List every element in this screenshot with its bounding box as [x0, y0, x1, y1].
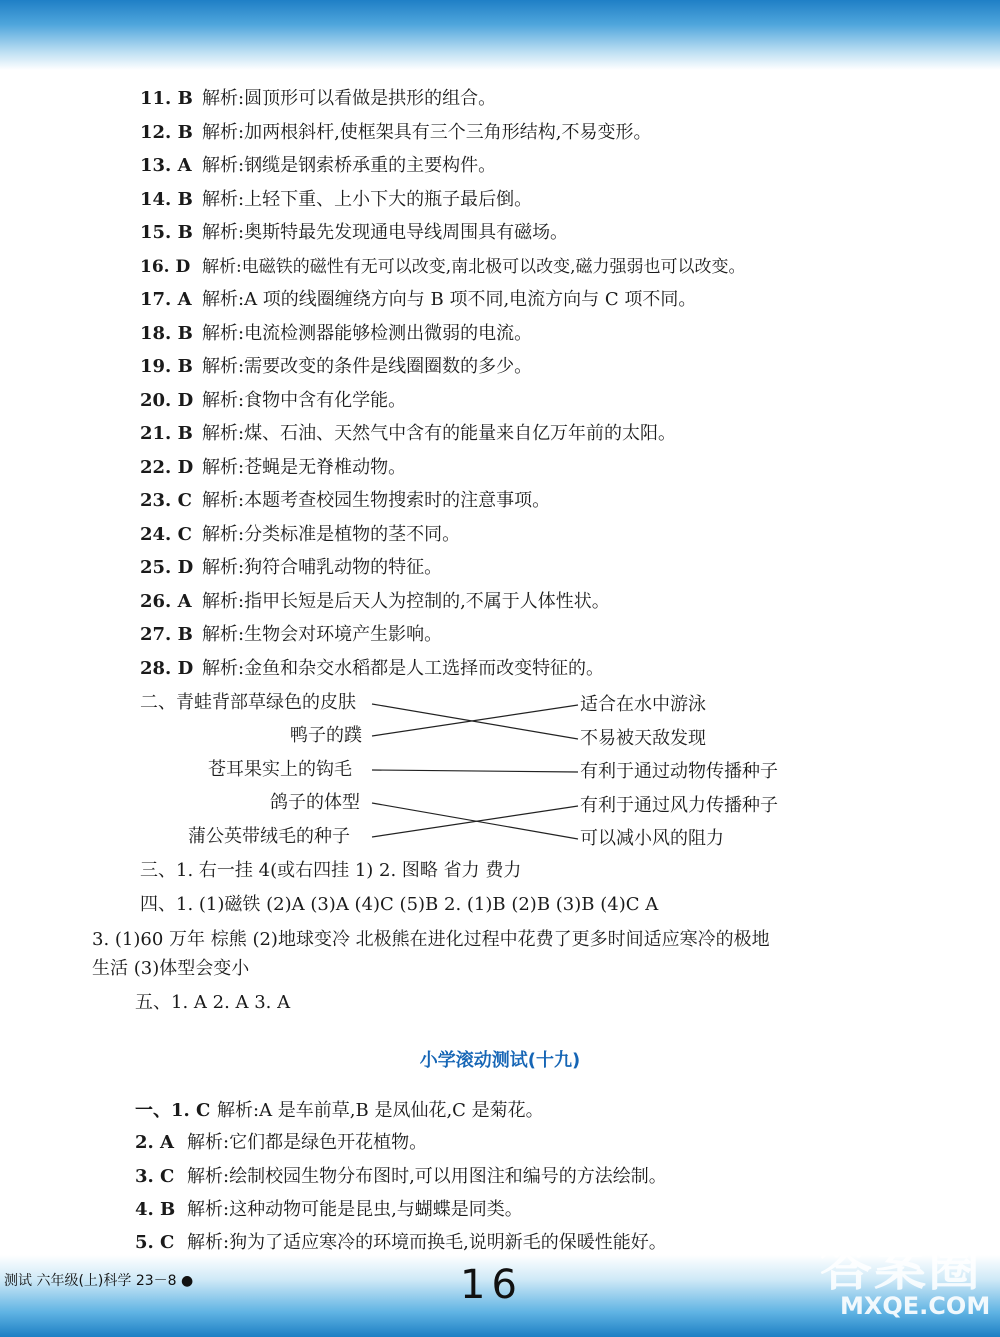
- match-left-1: 二、青蛙背部草绿色的皮肤: [140, 692, 356, 713]
- section-5-answers: 五、1. A 2. A 3. A: [135, 992, 291, 1013]
- match-line: [372, 704, 578, 739]
- match-left-2: 鸭子的蹼: [290, 725, 362, 746]
- match-right-1: 适合在水中游泳: [580, 694, 706, 715]
- answer-item: 27. B 解析:生物会对环境产生影响。: [140, 624, 443, 645]
- answer-item: 12. B 解析:加两根斜杆,使框架具有三个三角形结构,不易变形。: [140, 122, 652, 143]
- section-4-line-1: 四、1. (1)磁铁 (2)A (3)A (4)C (5)B 2. (1)B (2)B (3)B (4)C A: [140, 894, 659, 915]
- answer-item: 19. B 解析:需要改变的条件是线圈圈数的多少。: [140, 356, 533, 377]
- answer-item: 26. A 解析:指甲长短是后天人为控制的,不属于人体性状。: [140, 591, 610, 612]
- answer-item: 21. B 解析:煤、石油、天然气中含有的能量来自亿万年前的太阳。: [140, 423, 677, 444]
- match-right-2: 不易被天敌发现: [580, 728, 706, 749]
- match-right-5: 可以减小风的阻力: [580, 828, 724, 849]
- match-line: [372, 803, 578, 839]
- page-footer: 测试 六年级(上)科学 23－8 ●: [4, 1273, 194, 1289]
- answer-item: 4. B 解析:这种动物可能是昆虫,与蝴蝶是同类。: [135, 1199, 523, 1220]
- answer-item: 24. C 解析:分类标准是植物的茎不同。: [140, 524, 461, 545]
- answer-item: 23. C 解析:本题考查校园生物搜索时的注意事项。: [140, 490, 551, 511]
- answer-item: 16. D 解析:电磁铁的磁性有无可以改变,南北极可以改变,磁力强弱也可以改变。: [140, 257, 746, 277]
- answer-item: 17. A 解析:A 项的线圈缠绕方向与 B 项不同,电流方向与 C 项不同。: [140, 289, 697, 310]
- handwritten-page-number: 16: [460, 1262, 523, 1308]
- answer-item: 一、1. C 解析:A 是车前草,B 是凤仙花,C 是菊花。: [135, 1100, 544, 1121]
- match-line: [372, 770, 578, 772]
- match-right-4: 有利于通过风力传播种子: [580, 795, 778, 816]
- match-right-3: 有利于通过动物传播种子: [580, 761, 778, 782]
- answer-item: 22. D 解析:苍蝇是无脊椎动物。: [140, 457, 407, 478]
- match-left-3: 苍耳果实上的钩毛: [208, 759, 352, 780]
- answer-item: 5. C 解析:狗为了适应寒冷的环境而换毛,说明新毛的保暖性能好。: [135, 1232, 667, 1253]
- answer-item: 14. B 解析:上轻下重、上小下大的瓶子最后倒。: [140, 189, 533, 210]
- watermark-url: MXQE.COM: [840, 1292, 991, 1320]
- match-line: [372, 705, 578, 736]
- section-4-line-2: 3. (1)60 万年 棕熊 (2)地球变冷 北极熊在进化过程中花费了更多时间适应寒冷的极地: [92, 929, 770, 950]
- top-decorative-band: [0, 0, 1000, 70]
- answer-item: 18. B 解析:电流检测器能够检测出微弱的电流。: [140, 323, 533, 344]
- answer-item: 25. D 解析:狗符合哺乳动物的特征。: [140, 557, 443, 578]
- answer-item: 28. D 解析:金鱼和杂交水稻都是人工选择而改变特征的。: [140, 658, 605, 679]
- answer-item: 3. C 解析:绘制校园生物分布图时,可以用图注和编号的方法绘制。: [135, 1166, 667, 1187]
- section-4-line-3: 生活 (3)体型会变小: [92, 958, 250, 979]
- watermark-logo: 答案圈: [820, 1238, 983, 1298]
- answer-item: 15. B 解析:奥斯特最先发现通电导线周围具有磁场。: [140, 222, 569, 243]
- answer-item: 2. A 解析:它们都是绿色开花植物。: [135, 1132, 428, 1153]
- answer-item: 20. D 解析:食物中含有化学能。: [140, 390, 407, 411]
- match-left-4: 鸽子的体型: [270, 792, 360, 813]
- match-left-5: 蒲公英带绒毛的种子: [188, 826, 350, 847]
- match-line: [372, 806, 578, 837]
- answer-item: 13. A 解析:钢缆是钢索桥承重的主要构件。: [140, 155, 497, 176]
- section-title: 小学滚动测试(十九): [419, 1050, 581, 1071]
- section-3-answers: 三、1. 右一挂 4(或右四挂 1) 2. 图略 省力 费力: [140, 860, 522, 881]
- answer-item: 11. B 解析:圆顶形可以看做是拱形的组合。: [140, 88, 497, 109]
